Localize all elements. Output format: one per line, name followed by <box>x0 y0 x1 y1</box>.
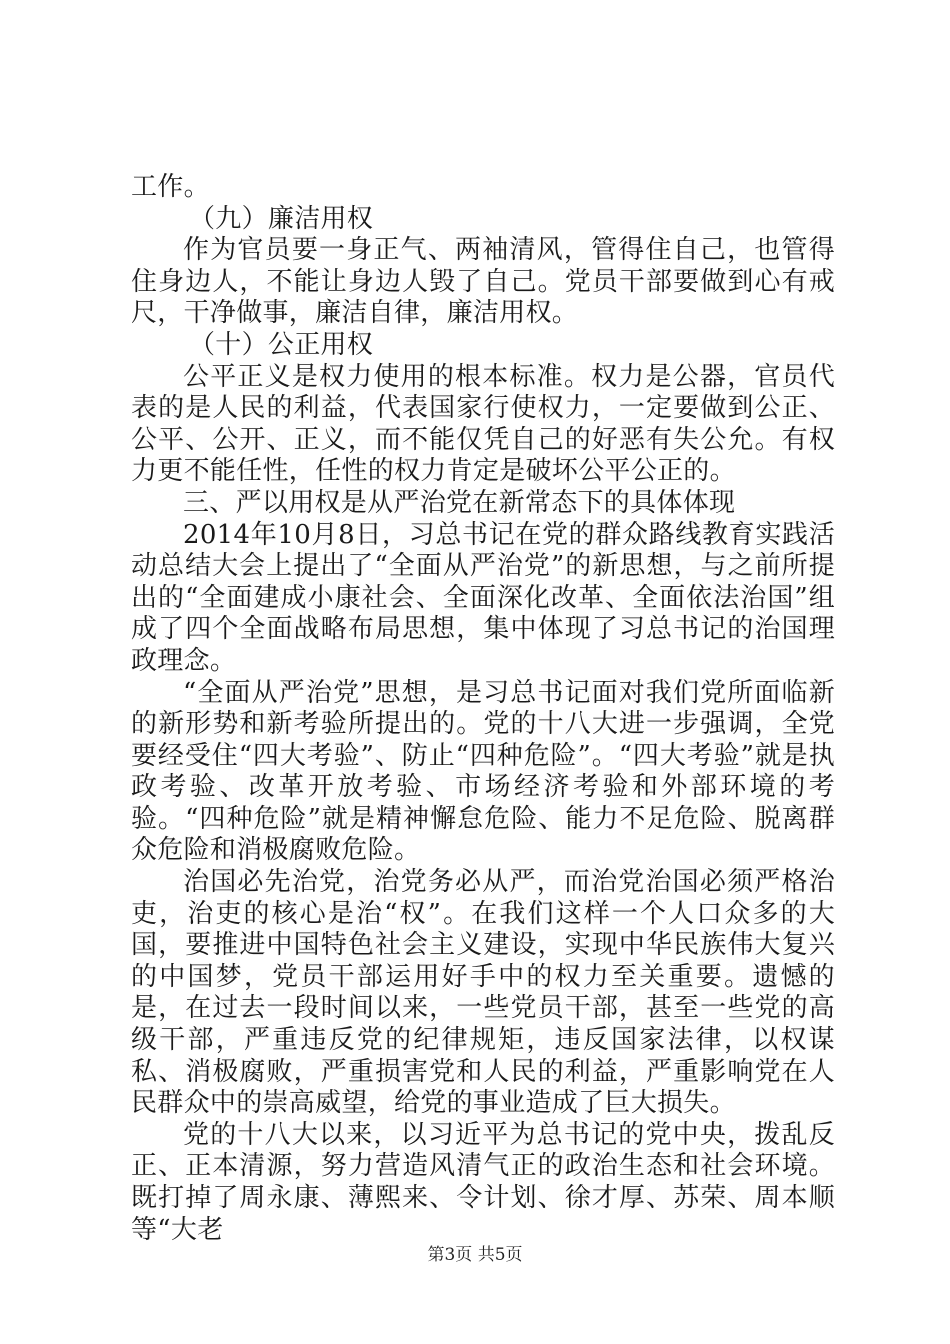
paragraph-govern-party: 治国必先治党，治党务必从严，而治党治国必须严格治吏，治吏的核心是治“权”。在我们这样一个人口众多的大国，要推进中国特色社会主义建设，实现中华民族伟大复兴的中国梦，党员干部运用好手中的权力至关重要。遗憾的是，在过去一段时间以来，一些党员干部，甚至一些党的高级干部，严重违反党的纪律规矩，违反国家法律，以权谋私、消极腐败，严重损害党和人民的利益，严重影响党在人民群众中的崇高威望，给党的事业造成了巨大损失。 <box>131 867 835 1119</box>
section-heading-ten: （十）公正用权 <box>189 329 374 360</box>
paragraph-continuation: 工作。 <box>131 172 210 202</box>
section-heading-three: 三、严以用权是从严治党在新常态下的具体体现 <box>183 487 736 518</box>
section-heading-nine: （九）廉洁用权 <box>189 203 374 234</box>
paragraph-18th-congress: 党的十八大以来，以习近平为总书记的党中央，拨乱反正、正本清源，努力营造风清气正的政治生态和社会环境。既打掉了周永康、薄熙来、令计划、徐才厚、苏荣、周本顺等“大老 <box>131 1119 835 1245</box>
paragraph-integrity: 作为官员要一身正气、两袖清风，管得住自己，也管得住身边人，不能让身边人毁了自己。党员干部要做到心有戒尺，干净做事，廉洁自律，廉洁用权。 <box>131 235 835 329</box>
paragraph-strict-governance: “全面从严治党”思想，是习总书记面对我们党所面临新的新形势和新考验所提出的。党的十八大进一步强调，全党要经受住“四大考验”、防止“四种危险”。“四大考验”就是执政考验、改革开放考验、市场经济考验和外部环境的考验。“四种危险”就是精神懈怠危险、能力不足危险、脱离群众危险和消极腐败危险。 <box>131 677 835 866</box>
paragraph-2014: 2014年10月8日，习总书记在党的群众路线教育实践活动总结大会上提出了“全面从严治党”的新思想，与之前所提出的“全面建成小康社会、全面深化改革、全面依法治国”组成了四个全面战略布局思想，集中体现了习总书记的治国理政理念。 <box>131 519 835 676</box>
page-number: 第3页 共5页 <box>427 1245 523 1265</box>
document-body <box>131 172 835 1246</box>
paragraph-fairness: 公平正义是权力使用的根本标准。权力是公器，官员代表的是人民的利益，代表国家行使权力，一定要做到公正、公平、公开、正义，而不能仅凭自己的好恶有失公允。有权力更不能任性，任性的权力肯定是破坏公平公正的。 <box>131 361 835 487</box>
